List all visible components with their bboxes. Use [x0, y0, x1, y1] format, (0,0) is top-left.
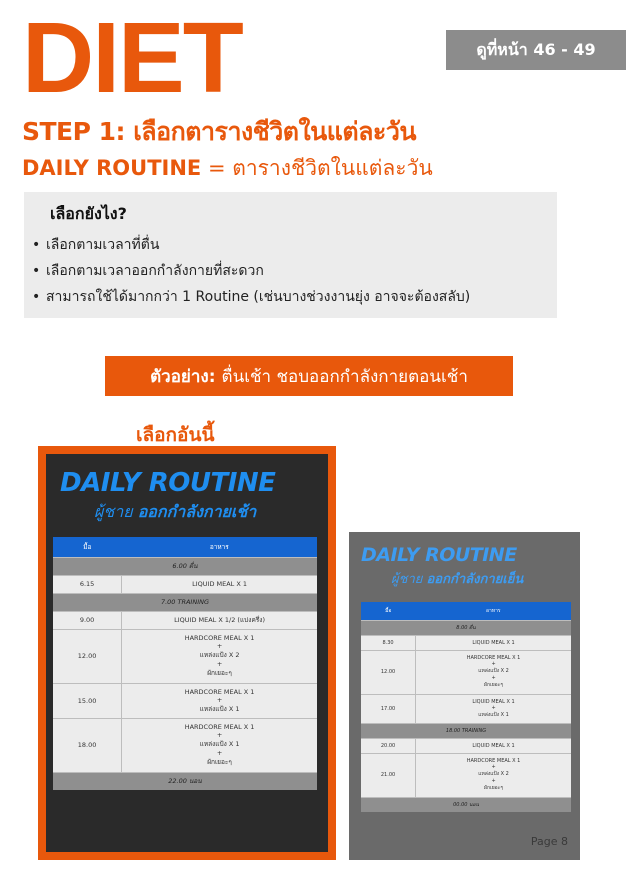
routine-card-subtitle — [391, 568, 523, 589]
food-line: ผักเยอะๆ — [207, 758, 232, 766]
how-to-choose-box — [24, 192, 557, 318]
step-heading: STEP 1: เลือกตารางชีวิตในแต่ละวัน — [22, 117, 416, 146]
choose-this-label: เลือกอันนี้ — [136, 424, 215, 446]
schedule-band-row — [53, 557, 317, 575]
schedule-band-row — [361, 723, 571, 738]
routine-card-subtitle — [94, 500, 256, 525]
food-line: + — [216, 731, 223, 739]
schedule-food-cell — [122, 575, 317, 593]
schedule-time-cell: 8.30 — [361, 635, 416, 650]
schedule-band-row — [361, 620, 571, 635]
daily-routine-term: DAILY ROUTINE — [22, 156, 202, 180]
food-line: แหล่งแป้ง X 2 — [478, 771, 509, 777]
schedule-food-cell — [416, 694, 571, 723]
food-line: HARDCORE MEAL X 1 — [184, 634, 255, 642]
column-header-food: อาหาร — [416, 602, 571, 620]
routine-schedule-table — [53, 537, 317, 790]
how-to-question: เลือกยังไง? — [50, 204, 127, 223]
food-line: LIQUID MEAL X 1 — [472, 742, 515, 749]
schedule-food-cell — [122, 718, 317, 772]
how-to-item: • เลือกตามเวลาที่ตื่น — [32, 232, 470, 258]
routine-card-sub-bold: ออกกำลังกายเย็น — [426, 572, 524, 587]
schedule-band-row — [53, 593, 317, 611]
daily-routine-meaning: = ตารางชีวิตในแต่ละวัน — [201, 156, 433, 180]
food-line: + — [216, 660, 223, 668]
page-title: DIET — [22, 2, 242, 114]
column-header-meal: มื้อ — [361, 602, 416, 620]
column-header-meal: มื้อ — [53, 537, 122, 557]
food-line: + — [216, 749, 223, 757]
column-header-food: อาหาร — [122, 537, 317, 557]
schedule-meal-row — [53, 611, 317, 629]
schedule-time-cell: 15.00 — [53, 683, 122, 718]
food-line: ผักเยอะๆ — [207, 669, 232, 677]
food-line: + — [216, 695, 223, 704]
schedule-band-cell: 7.00 TRAINING — [53, 593, 317, 611]
schedule-food-cell — [416, 635, 571, 650]
schedule-band-cell: 8.00 ตื่น — [361, 620, 571, 635]
food-line: HARDCORE MEAL X 1 — [466, 655, 521, 661]
food-line: แหล่งแป้ง X 1 — [478, 711, 509, 718]
schedule-time-cell: 17.00 — [361, 694, 416, 723]
schedule-meal-row — [361, 650, 571, 694]
schedule-time-cell: 12.00 — [361, 650, 416, 694]
food-line: LIQUID MEAL X 1 — [472, 698, 515, 705]
routine-card-title: DAILY ROUTINE — [361, 544, 517, 566]
routine-card-title: DAILY ROUTINE — [60, 468, 276, 498]
schedule-food-cell — [416, 650, 571, 694]
schedule-food-cell — [122, 629, 317, 683]
food-line: แหล่งแป้ง X 2 — [199, 651, 240, 659]
example-banner — [105, 356, 513, 396]
routine-card-sub-bold: ออกกำลังกายเช้า — [137, 502, 257, 521]
food-line: HARDCORE MEAL X 1 — [184, 687, 255, 696]
schedule-time-cell: 20.00 — [361, 738, 416, 753]
schedule-meal-row — [361, 635, 571, 650]
food-line: LIQUID MEAL X 1/2 (แบ่งครึ่ง) — [174, 616, 265, 624]
schedule-band-cell: 22.00 นอน — [53, 772, 317, 790]
schedule-food-cell — [416, 738, 571, 753]
food-line: แหล่งแป้ง X 1 — [199, 704, 240, 713]
food-line: + — [491, 764, 496, 770]
example-label: ตัวอย่าง: — [150, 366, 216, 387]
how-to-list — [32, 232, 470, 310]
food-line: + — [491, 778, 496, 784]
food-line: แหล่งแป้ง X 2 — [478, 668, 509, 674]
schedule-food-cell — [122, 611, 317, 629]
routine-card-evening — [349, 532, 580, 860]
page-reference-badge: ดูที่หน้า 46 - 49 — [446, 30, 626, 70]
schedule-meal-row — [53, 575, 317, 593]
schedule-meal-row — [361, 753, 571, 797]
schedule-food-cell — [122, 683, 317, 718]
routine-card-morning-inner — [46, 454, 328, 852]
schedule-time-cell: 9.00 — [53, 611, 122, 629]
routine-card-sub-prefix: ผู้ชาย — [391, 572, 427, 587]
schedule-band-cell: 18.00 TRAINING — [361, 723, 571, 738]
routine-card-sub-prefix: ผู้ชาย — [94, 502, 138, 521]
food-line: HARDCORE MEAL X 1 — [466, 758, 521, 764]
food-line: + — [216, 642, 223, 650]
how-to-item: • สามารถใช้ได้มากกว่า 1 Routine (เช่นบางช่วงงานยุ่ง อาจจะต้องสลับ) — [32, 284, 470, 310]
daily-routine-definition — [22, 152, 433, 185]
food-line: LIQUID MEAL X 1 — [472, 639, 515, 646]
schedule-time-cell: 21.00 — [361, 753, 416, 797]
schedule-band-row — [53, 772, 317, 790]
page-number: Page 8 — [530, 835, 568, 848]
schedule-meal-row — [53, 629, 317, 683]
food-line: + — [491, 675, 496, 681]
food-line: ผักเยอะๆ — [484, 682, 504, 688]
schedule-time-cell: 18.00 — [53, 718, 122, 772]
schedule-time-cell: 12.00 — [53, 629, 122, 683]
food-line: แหล่งแป้ง X 1 — [199, 740, 240, 748]
food-line: HARDCORE MEAL X 1 — [184, 723, 255, 731]
food-line: ผักเยอะๆ — [484, 785, 504, 791]
routine-schedule-table — [361, 602, 571, 812]
schedule-band-cell: 00.00 นอน — [361, 797, 571, 812]
food-line: LIQUID MEAL X 1 — [192, 580, 248, 588]
food-line: + — [491, 704, 496, 711]
schedule-meal-row — [53, 683, 317, 718]
routine-card-morning — [38, 446, 336, 860]
schedule-meal-row — [361, 694, 571, 723]
example-text: ตื่นเช้า ชอบออกกำลังกายตอนเช้า — [221, 366, 468, 387]
how-to-item: • เลือกตามเวลาออกกำลังกายที่สะดวก — [32, 258, 470, 284]
schedule-band-cell: 6.00 ตื่น — [53, 557, 317, 575]
schedule-meal-row — [53, 718, 317, 772]
food-line: + — [491, 661, 496, 667]
schedule-food-cell — [416, 753, 571, 797]
schedule-meal-row — [361, 738, 571, 753]
schedule-time-cell: 6.15 — [53, 575, 122, 593]
schedule-band-row — [361, 797, 571, 812]
